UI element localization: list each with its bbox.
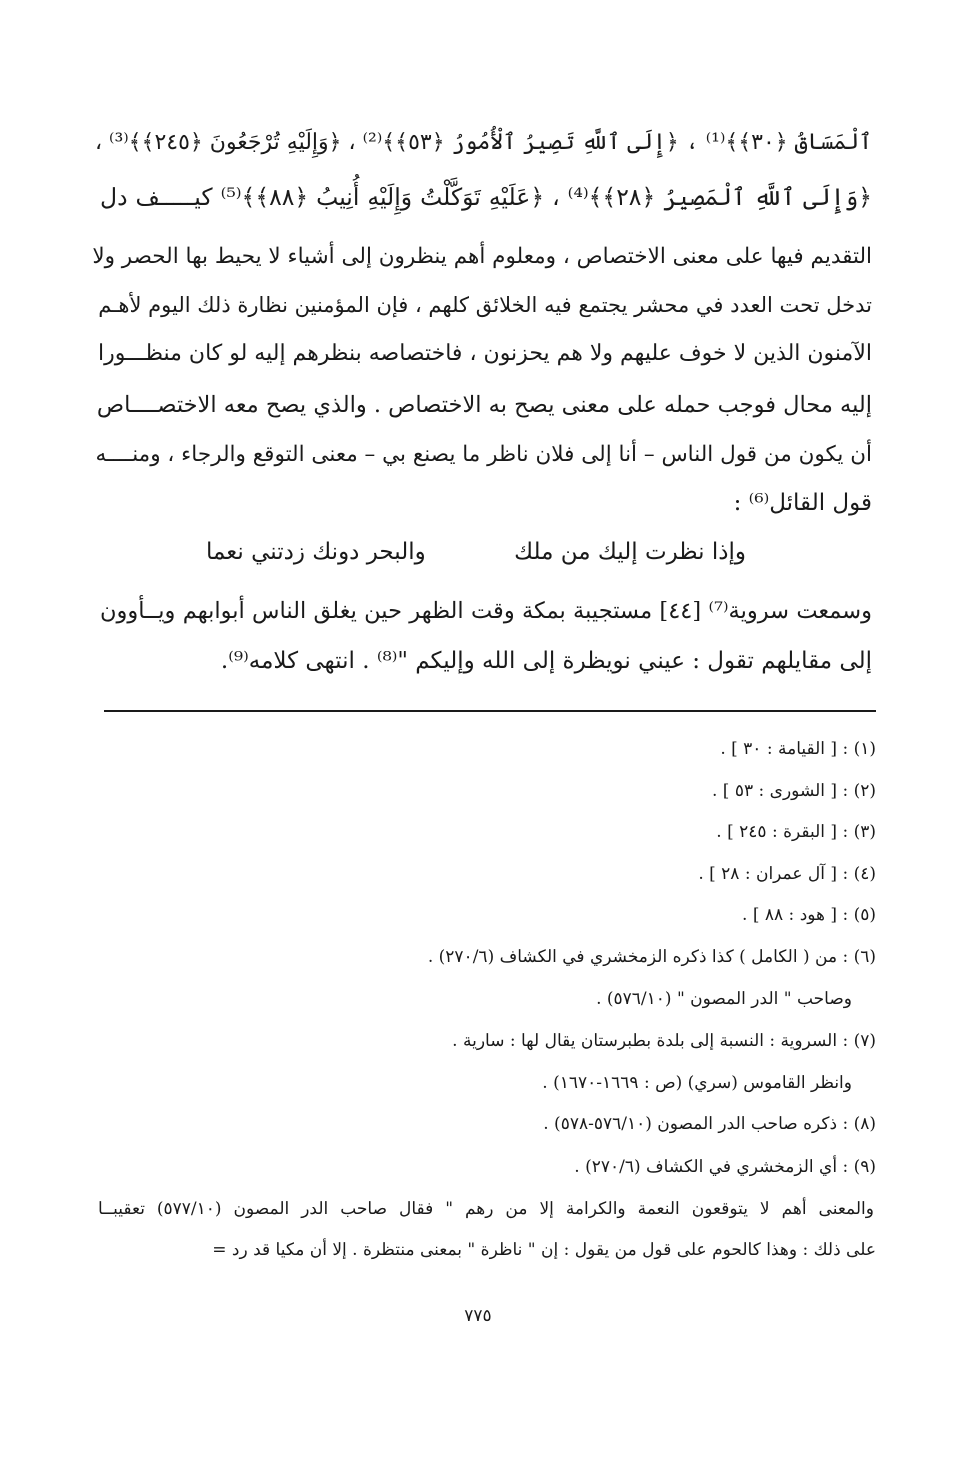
- verse-first-hemistich: وإذا نظرت إليك من ملك: [514, 539, 746, 565]
- footnote-6-continued: وصاحب " الدر المصون " (٥٧٦/١٠) .: [596, 989, 852, 1009]
- footnote-4: (٤) : [ آل عمران : ٢٨ ] .: [698, 864, 876, 884]
- footnote-8: (٨) : ذكره صاحب الدر المصون (٥٧٦/١٠-٥٧٨) .: [543, 1114, 876, 1134]
- verse-second-hemistich: والبحر دونك زدتني نعما: [206, 539, 426, 565]
- body-line-5: الآمنون الذين لا خوف عليهم ولا هم يحزنون ، فاختصاصه بنظرهم إليه لو كان منظـــورا: [98, 341, 872, 366]
- body-line-8: قول القائل⁽⁶⁾ :: [733, 490, 872, 516]
- footnote-5: (٥) : [ هود : ٨٨ ] .: [742, 905, 876, 925]
- poetry-verse: [206, 534, 746, 570]
- footnote-9: (٩) : أي الزمخشري في الكشاف (٢٧٠/٦) .: [574, 1157, 876, 1177]
- body-line-6: إليه محال فوجب حمله على معنى يصح به الاختصاص . والذي يصح معه الاختصــــاص: [96, 392, 872, 418]
- body-line-3: التقديم فيها على معنى الاختصاص ، ومعلوم أهم ينظرون إلى أشياء لا يحيط بها الحصر ولا: [92, 244, 872, 269]
- footnote-1: (١) : [ القيامة : ٣٠ ] .: [720, 739, 876, 759]
- body-line-10: إلى مقايلهم تقول : عيني نويظرة إلى الله وإليكم "⁽⁸⁾ . انتهى كلامه⁽⁹⁾.: [220, 648, 872, 674]
- footnote-separator: [104, 710, 876, 712]
- body-line-7: أن يكون من قول الناس – أنا إلى فلان ناظر ما يصنع بي – معنى التوقع والرجاء ، ومنــــه: [95, 442, 872, 467]
- body-line-2: ﴿وَإِلَى ٱللَّهِ ٱلْمَصِيرُ ﴿٢٨﴾﴾⁽⁴⁾ ، ﴿عَلَيْهِ تَوَكَّلْتُ وَإِلَيْهِ أُنِيبُ ﴿٨٨﴾﴾⁽⁵⁾ كيـــــف دل: [100, 183, 872, 211]
- body-line-9: وسمعت سروية⁽⁷⁾ [٤٤] مستجيبة بمكة وقت الظهر حين يغلق الناس أبوابهم ويــأوون: [100, 598, 872, 624]
- page-number: ٧٧٥: [464, 1306, 492, 1326]
- footnote-9-note-line-1: والمعنى أهم لا يتوقعون النعمة والكرامة إلا من رهم " فقال صاحب الدر المصون (٥٧٧/١٠) تعقيبــا: [98, 1199, 874, 1219]
- footnote-3: (٣) : [ البقرة : ٢٤٥ ] .: [716, 822, 876, 842]
- footnote-2: (٢) : [ الشورى : ٥٣ ] .: [712, 781, 876, 801]
- footnote-7: (٧) : السروية : النسبة إلى بلدة بطبرستان يقال لها : سارية .: [452, 1031, 876, 1051]
- footnote-9-note-line-2: على ذلك : وهذا كالحوم على قول من يقول : إن " ناظرة " بمعنى منتظرة . إلا أن مكيا قد رد =: [212, 1240, 876, 1260]
- footnote-6: (٦) : من ( الكامل ) كذا ذكره الزمخشري في الكشاف (٢٧٠/٦) .: [427, 947, 876, 967]
- body-line-1: ٱلْمَسَاقُ ﴿٣٠﴾﴾⁽¹⁾ ، ﴿إِلَى ٱللَّهِ تَصِيرُ ٱلْأُمُورُ ﴿٥٣﴾﴾⁽²⁾ ، ﴿وَإِلَيْهِ تُرْجَعُونَ ﴿٢٤٥﴾﴾⁽³⁾ ،: [94, 130, 872, 155]
- body-line-4: تدخل تحت العدد في محشر يجتمع فيه الخلائق كلهم ، فإن المؤمنين نظارة ذلك اليوم لأهـم: [98, 293, 872, 317]
- footnote-7-continued: وانظر القاموس (سري) (ص : ١٦٦٩-١٦٧٠) .: [542, 1073, 852, 1093]
